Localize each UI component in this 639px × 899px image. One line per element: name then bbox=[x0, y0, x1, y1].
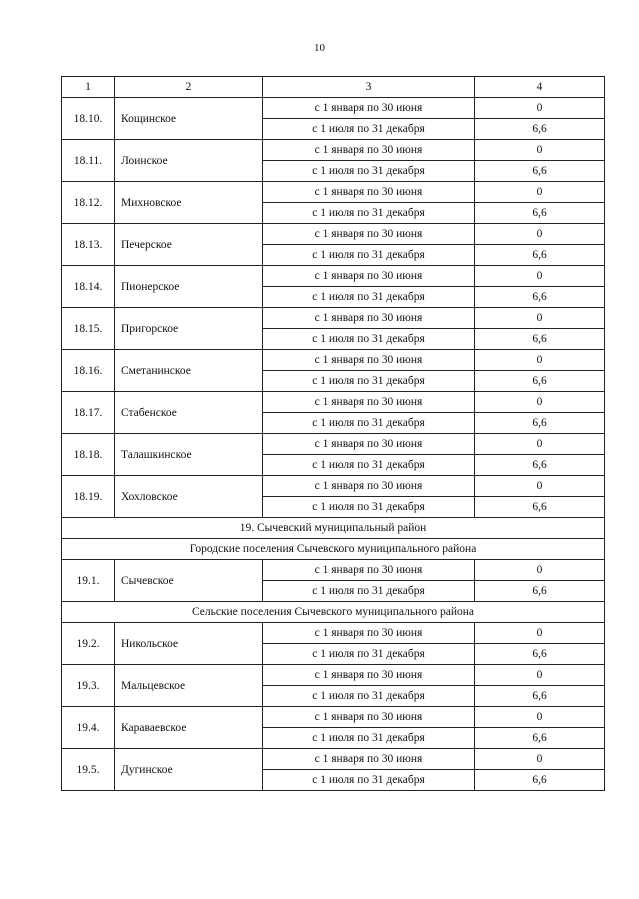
row-number: 18.18. bbox=[62, 434, 115, 476]
value-cell: 6,6 bbox=[475, 161, 605, 182]
period-cell: с 1 января по 30 июня bbox=[263, 266, 475, 287]
table-row bbox=[62, 140, 605, 161]
value-cell: 6,6 bbox=[475, 644, 605, 665]
value-cell: 0 bbox=[475, 182, 605, 203]
settlement-name: Мальцевское bbox=[115, 665, 263, 707]
row-number: 18.19. bbox=[62, 476, 115, 518]
row-number: 19.1. bbox=[62, 560, 115, 602]
value-cell: 0 bbox=[475, 98, 605, 119]
period-cell: с 1 января по 30 июня bbox=[263, 749, 475, 770]
header-cell: 3 bbox=[263, 77, 475, 98]
table-row bbox=[62, 476, 605, 497]
value-cell: 0 bbox=[475, 224, 605, 245]
row-number: 18.14. bbox=[62, 266, 115, 308]
header-cell: 1 bbox=[62, 77, 115, 98]
settlement-name: Талашкинское bbox=[115, 434, 263, 476]
period-cell: с 1 июля по 31 декабря bbox=[263, 497, 475, 518]
period-cell: с 1 июля по 31 декабря bbox=[263, 644, 475, 665]
value-cell: 0 bbox=[475, 266, 605, 287]
period-cell: с 1 июля по 31 декабря bbox=[263, 203, 475, 224]
table-row bbox=[62, 266, 605, 287]
value-cell: 0 bbox=[475, 308, 605, 329]
table-row bbox=[62, 749, 605, 770]
value-cell: 6,6 bbox=[475, 686, 605, 707]
period-cell: с 1 июля по 31 декабря bbox=[263, 371, 475, 392]
settlement-name: Стабенское bbox=[115, 392, 263, 434]
settlement-name: Сычевское bbox=[115, 560, 263, 602]
value-cell: 6,6 bbox=[475, 770, 605, 791]
table-row bbox=[62, 707, 605, 728]
table-row bbox=[62, 224, 605, 245]
table-row bbox=[62, 350, 605, 371]
settlement-name: Кощинское bbox=[115, 98, 263, 140]
tariff-table bbox=[61, 76, 605, 791]
period-cell: с 1 января по 30 июня bbox=[263, 182, 475, 203]
period-cell: с 1 января по 30 июня bbox=[263, 140, 475, 161]
value-cell: 6,6 bbox=[475, 203, 605, 224]
row-number: 18.11. bbox=[62, 140, 115, 182]
value-cell: 6,6 bbox=[475, 371, 605, 392]
period-cell: с 1 января по 30 июня bbox=[263, 434, 475, 455]
section-title: Сельские поселения Сычевского муниципального района bbox=[62, 602, 605, 623]
table-row bbox=[62, 98, 605, 119]
section-row bbox=[62, 518, 605, 539]
header-cell: 2 bbox=[115, 77, 263, 98]
period-cell: с 1 января по 30 июня bbox=[263, 665, 475, 686]
period-cell: с 1 января по 30 июня bbox=[263, 560, 475, 581]
period-cell: с 1 июля по 31 декабря bbox=[263, 581, 475, 602]
settlement-name: Пионерское bbox=[115, 266, 263, 308]
row-number: 18.17. bbox=[62, 392, 115, 434]
table-body bbox=[62, 77, 605, 791]
period-cell: с 1 января по 30 июня bbox=[263, 308, 475, 329]
period-cell: с 1 января по 30 июня bbox=[263, 224, 475, 245]
period-cell: с 1 января по 30 июня bbox=[263, 623, 475, 644]
row-number: 19.4. bbox=[62, 707, 115, 749]
settlement-name: Печерское bbox=[115, 224, 263, 266]
section-title: Городские поселения Сычевского муниципального района bbox=[62, 539, 605, 560]
value-cell: 0 bbox=[475, 560, 605, 581]
section-row bbox=[62, 539, 605, 560]
period-cell: с 1 июля по 31 декабря bbox=[263, 329, 475, 350]
period-cell: с 1 января по 30 июня bbox=[263, 392, 475, 413]
period-cell: с 1 января по 30 июня bbox=[263, 98, 475, 119]
settlement-name: Сметанинское bbox=[115, 350, 263, 392]
value-cell: 0 bbox=[475, 140, 605, 161]
table-header-row bbox=[62, 77, 605, 98]
table-row bbox=[62, 392, 605, 413]
period-cell: с 1 января по 30 июня bbox=[263, 476, 475, 497]
row-number: 18.13. bbox=[62, 224, 115, 266]
value-cell: 6,6 bbox=[475, 455, 605, 476]
value-cell: 6,6 bbox=[475, 119, 605, 140]
row-number: 18.10. bbox=[62, 98, 115, 140]
row-number: 19.5. bbox=[62, 749, 115, 791]
period-cell: с 1 июля по 31 декабря bbox=[263, 455, 475, 476]
section-title: 19. Сычевский муниципальный район bbox=[62, 518, 605, 539]
value-cell: 0 bbox=[475, 749, 605, 770]
period-cell: с 1 января по 30 июня bbox=[263, 350, 475, 371]
table-row bbox=[62, 665, 605, 686]
value-cell: 0 bbox=[475, 665, 605, 686]
table-row bbox=[62, 434, 605, 455]
settlement-name: Дугинское bbox=[115, 749, 263, 791]
table-row bbox=[62, 182, 605, 203]
row-number: 19.2. bbox=[62, 623, 115, 665]
value-cell: 6,6 bbox=[475, 581, 605, 602]
value-cell: 6,6 bbox=[475, 413, 605, 434]
value-cell: 0 bbox=[475, 707, 605, 728]
value-cell: 0 bbox=[475, 623, 605, 644]
table-row bbox=[62, 623, 605, 644]
table-row bbox=[62, 560, 605, 581]
period-cell: с 1 июля по 31 декабря bbox=[263, 245, 475, 266]
row-number: 18.12. bbox=[62, 182, 115, 224]
settlement-name: Никольское bbox=[115, 623, 263, 665]
table-row bbox=[62, 308, 605, 329]
value-cell: 6,6 bbox=[475, 287, 605, 308]
period-cell: с 1 июля по 31 декабря bbox=[263, 119, 475, 140]
row-number: 18.15. bbox=[62, 308, 115, 350]
settlement-name: Пригорское bbox=[115, 308, 263, 350]
row-number: 18.16. bbox=[62, 350, 115, 392]
value-cell: 0 bbox=[475, 434, 605, 455]
period-cell: с 1 июля по 31 декабря bbox=[263, 287, 475, 308]
value-cell: 0 bbox=[475, 476, 605, 497]
header-cell: 4 bbox=[475, 77, 605, 98]
settlement-name: Лоинское bbox=[115, 140, 263, 182]
period-cell: с 1 июля по 31 декабря bbox=[263, 728, 475, 749]
page-number: 10 bbox=[314, 42, 325, 54]
section-row bbox=[62, 602, 605, 623]
value-cell: 6,6 bbox=[475, 245, 605, 266]
period-cell: с 1 января по 30 июня bbox=[263, 707, 475, 728]
settlement-name: Михновское bbox=[115, 182, 263, 224]
period-cell: с 1 июля по 31 декабря bbox=[263, 413, 475, 434]
period-cell: с 1 июля по 31 декабря bbox=[263, 686, 475, 707]
settlement-name: Хохловское bbox=[115, 476, 263, 518]
row-number: 19.3. bbox=[62, 665, 115, 707]
period-cell: с 1 июля по 31 декабря bbox=[263, 770, 475, 791]
settlement-name: Караваевское bbox=[115, 707, 263, 749]
period-cell: с 1 июля по 31 декабря bbox=[263, 161, 475, 182]
value-cell: 6,6 bbox=[475, 497, 605, 518]
value-cell: 6,6 bbox=[475, 329, 605, 350]
value-cell: 0 bbox=[475, 350, 605, 371]
value-cell: 6,6 bbox=[475, 728, 605, 749]
value-cell: 0 bbox=[475, 392, 605, 413]
